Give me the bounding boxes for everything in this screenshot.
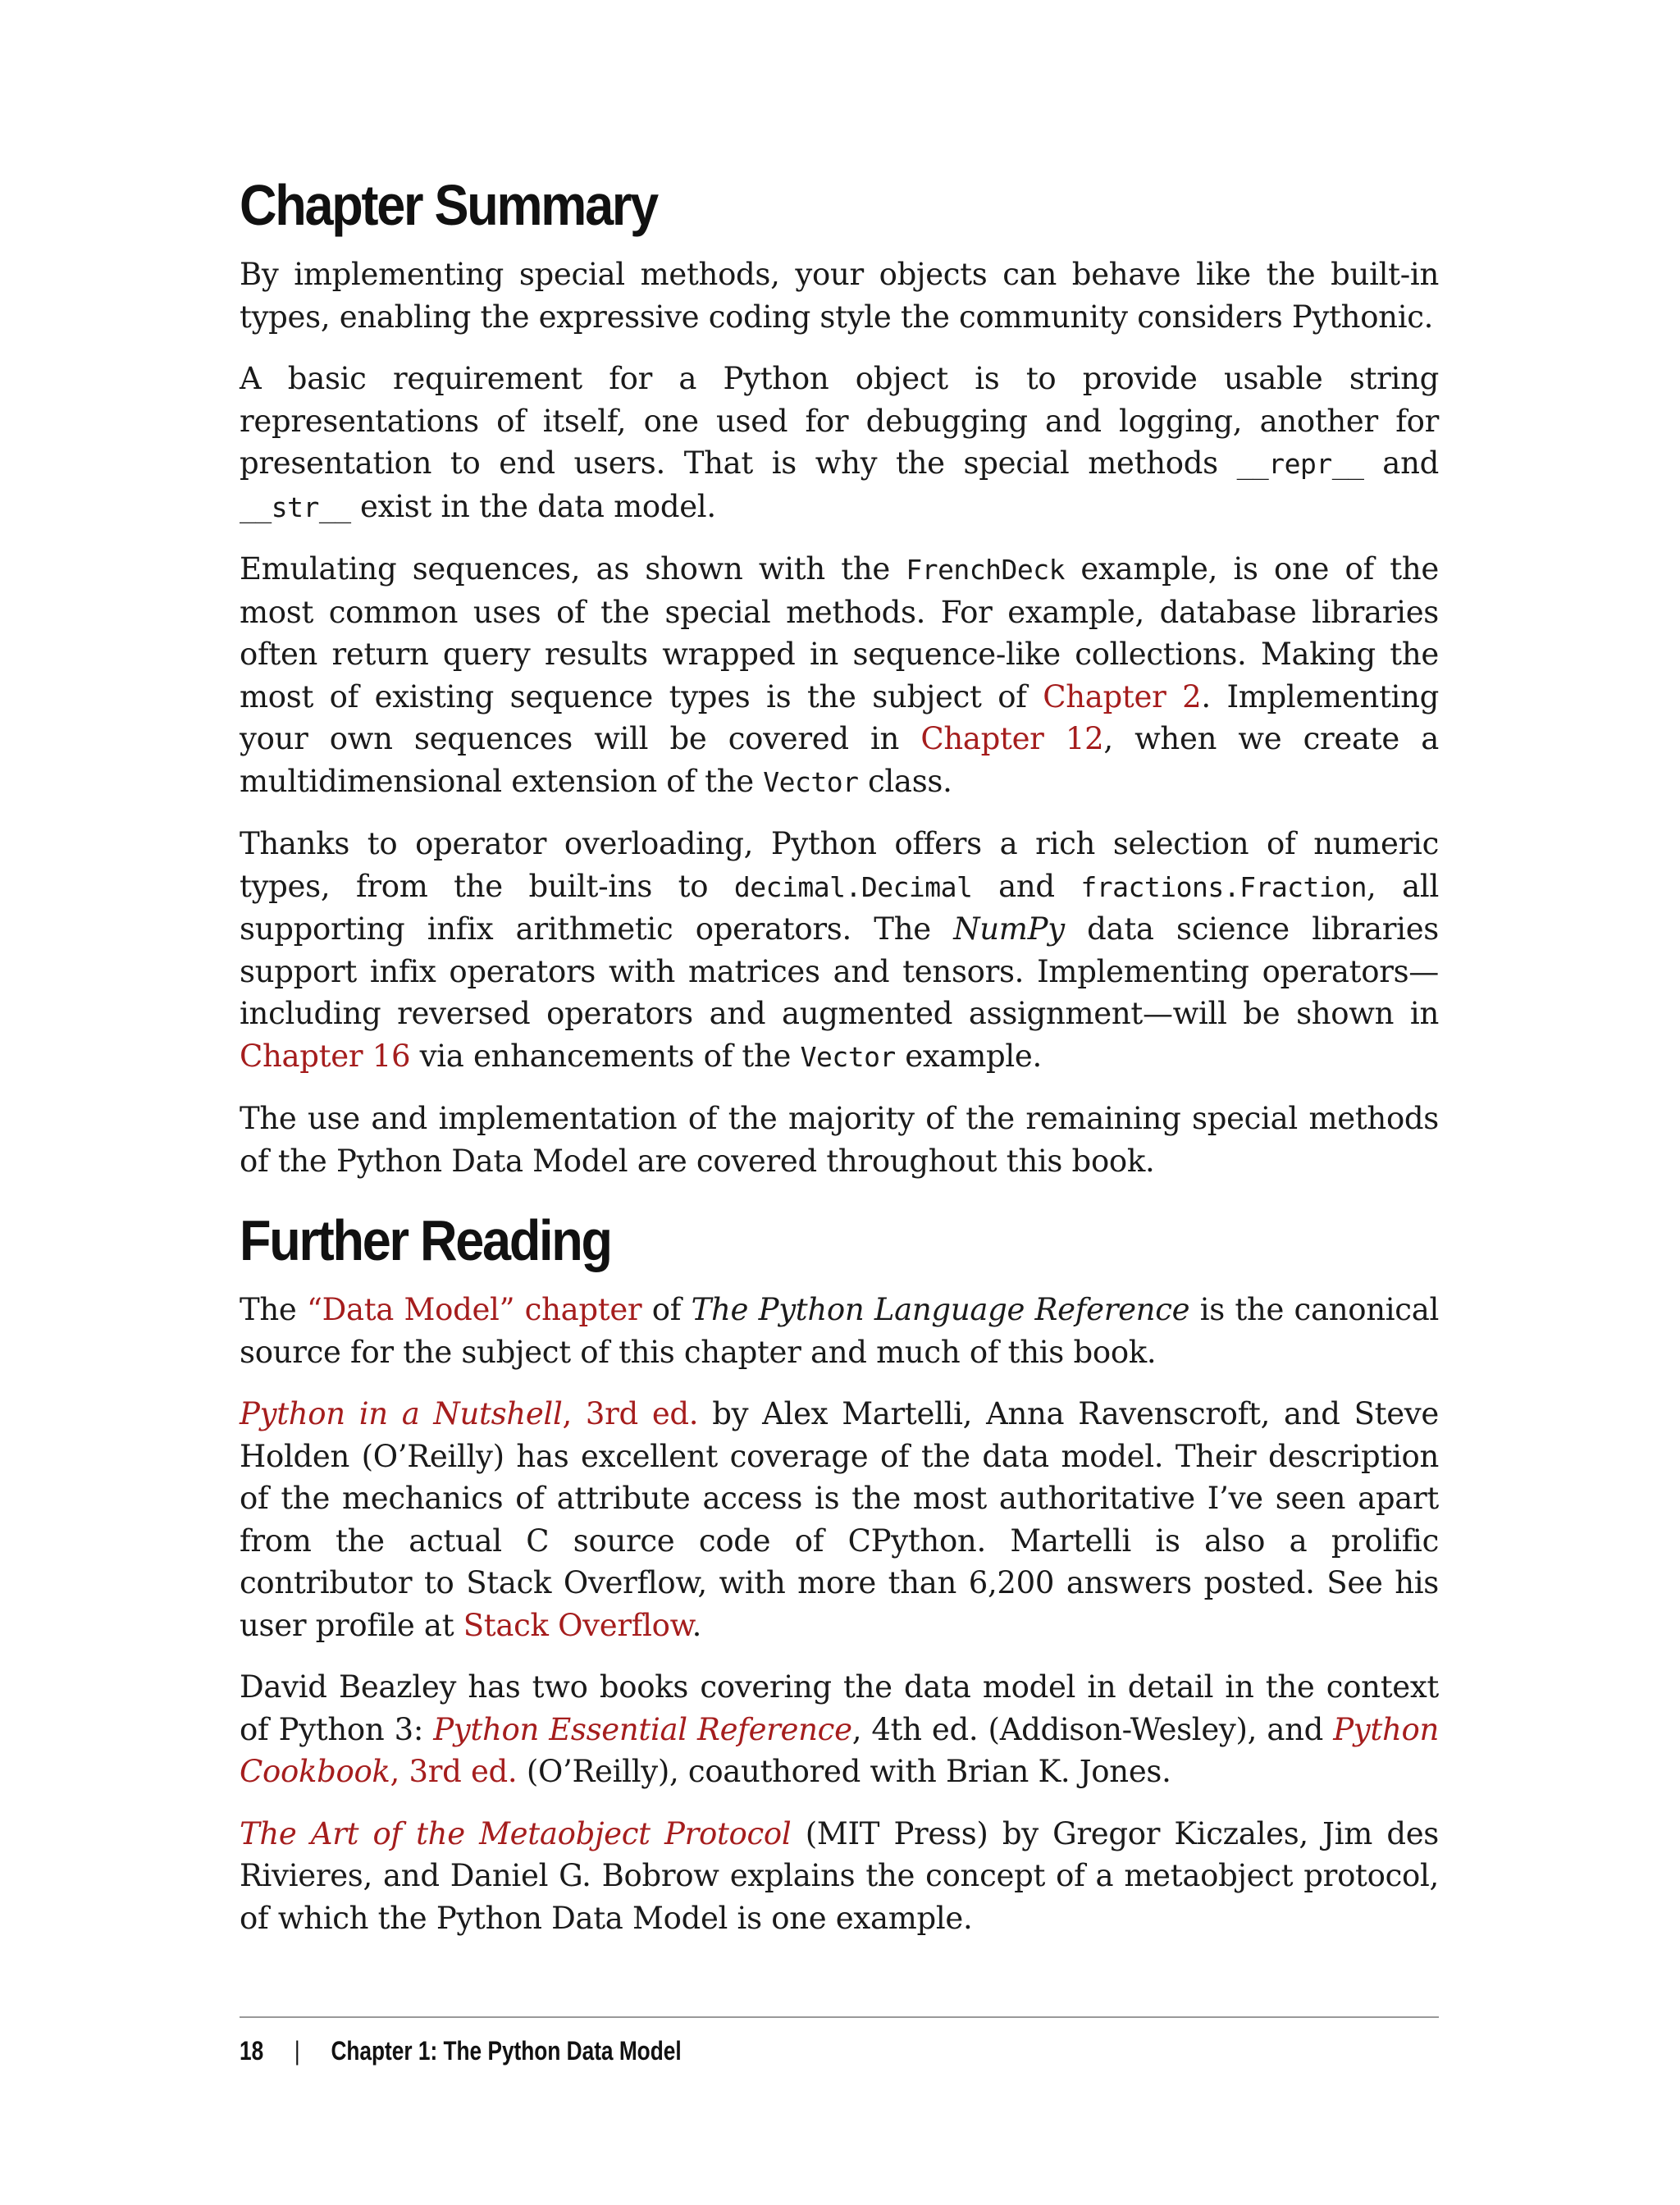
- text-span: David Beazley has two books covering the data model in detail in the context of Python 3:: [240, 1669, 1439, 1747]
- link-edition: , 3rd ed.: [562, 1396, 699, 1431]
- link-python-in-a-nutshell[interactable]: [240, 1396, 698, 1431]
- summary-paragraph-4: [240, 823, 1439, 1078]
- footer-chapter-title: Chapter 1: The Python Data Model: [331, 2036, 682, 2066]
- text-span: . Implementing your own sequences will be covered in: [240, 678, 1439, 756]
- link-italic-title: Python in a Nutshell: [240, 1396, 563, 1431]
- reading-paragraph-4: [240, 1813, 1439, 1940]
- link-art-of-metaobject-protocol[interactable]: The Art of the Metaobject Protocol: [240, 1815, 792, 1851]
- text-span: Thanks to operator overloading, Python offers a rich selection of numeric types, from the built-ins to: [240, 826, 1439, 904]
- page-footer: [240, 2016, 1439, 2066]
- reading-paragraph-2: [240, 1393, 1439, 1646]
- code-frenchdeck: FrenchDeck: [906, 554, 1066, 586]
- page-content: [240, 168, 1439, 1959]
- summary-paragraph-2: [240, 358, 1439, 528]
- link-chapter-16[interactable]: Chapter 16: [240, 1038, 411, 1074]
- footer-separator: |: [294, 2036, 300, 2066]
- text-span: and: [1363, 445, 1439, 481]
- summary-paragraph-3: [240, 548, 1439, 803]
- code-repr: __repr__: [1236, 448, 1364, 480]
- text-span: , 4th ed. (Addison-Wesley), and: [851, 1711, 1334, 1747]
- text-span: class.: [858, 763, 952, 799]
- code-str: __str__: [240, 491, 351, 523]
- text-span: data science libraries support infix operators with matrices and tensors. Implementing operators—including reversed operators and augmented assignment—will be shown in: [240, 911, 1439, 1031]
- further-reading-heading: Further Reading: [240, 1208, 611, 1272]
- text-span: The: [240, 1292, 307, 1327]
- reading-paragraph-3: [240, 1666, 1439, 1793]
- code-vector: Vector: [763, 765, 859, 798]
- text-span: by Alex Martelli, Anna Ravenscroft, and Steve Holden (O’Reilly) has excellent coverage of the data model. Their description of the mechanics of attribute access is the most authoritative I’ve seen apart from the actual C source code of CPython. Martelli is also a prolific contributor to Stack Overflow, with more than 6,200 answers posted. See his user profile at: [240, 1396, 1439, 1643]
- text-span: example.: [895, 1038, 1042, 1074]
- link-chapter-12[interactable]: Chapter 12: [920, 721, 1104, 756]
- text-span: exist in the data model.: [350, 488, 716, 524]
- text-span: example, is one of the most common uses of the special methods. For example, database libraries often return query results wrapped in sequence-like collections. Making the most of existing sequence types is the subject of: [240, 551, 1439, 714]
- link-data-model-chapter[interactable]: “Data Model” chapter: [306, 1292, 642, 1327]
- text-span: (MIT Press) by Gregor Kiczales, Jim des Rivieres, and Daniel G. Bobrow explains the concept of a metaobject protocol, of which the Python Data Model is one example.: [240, 1815, 1439, 1936]
- summary-paragraph-5: The use and implementation of the majority of the remaining special methods of the Python Data Model are covered throughout this book.: [240, 1101, 1439, 1179]
- chapter-summary-heading: Chapter Summary: [240, 173, 657, 237]
- text-span: (O’Reilly), coauthored with Brian K. Jones.: [517, 1754, 1171, 1789]
- code-vector: Vector: [800, 1040, 896, 1073]
- reading-paragraph-1: [240, 1289, 1439, 1373]
- page-number: 18: [240, 2036, 264, 2066]
- text-span: via enhancements of the: [410, 1038, 801, 1074]
- text-span: of: [641, 1292, 692, 1327]
- text-span: Emulating sequences, as shown with the: [240, 551, 906, 587]
- text-span: A basic requirement for a Python object is to provide usable string representations of itself, one used for debugging and logging, another for presentation to end users. That is why the special methods: [240, 361, 1439, 481]
- text-span: , when we create a multidimensional extension of the: [240, 721, 1439, 799]
- book-title-emphasis: The Python Language Reference: [691, 1292, 1190, 1327]
- text-span: and: [972, 868, 1081, 904]
- numpy-emphasis: NumPy: [953, 911, 1065, 947]
- summary-paragraph-1: By implementing special methods, your objects can behave like the built-in types, enabling the expressive coding style the community considers Pythonic.: [240, 257, 1439, 335]
- text-span: , all supporting infix arithmetic operators. The: [240, 868, 1439, 947]
- link-stack-overflow[interactable]: Stack Overflow: [463, 1607, 692, 1643]
- link-italic-title: Python Cookbook: [240, 1711, 1440, 1789]
- footer-line: [240, 2036, 682, 2066]
- code-decimal: decimal.Decimal: [733, 870, 973, 903]
- code-fraction: fractions.Fraction: [1080, 870, 1367, 903]
- link-chapter-2[interactable]: Chapter 2: [1043, 678, 1202, 714]
- link-python-essential-reference[interactable]: Python Essential Reference: [433, 1711, 852, 1747]
- text-span: .: [692, 1607, 702, 1643]
- link-edition: , 3rd ed.: [390, 1754, 518, 1789]
- text-span: is the canonical source for the subject of this chapter and much of this book.: [240, 1292, 1440, 1370]
